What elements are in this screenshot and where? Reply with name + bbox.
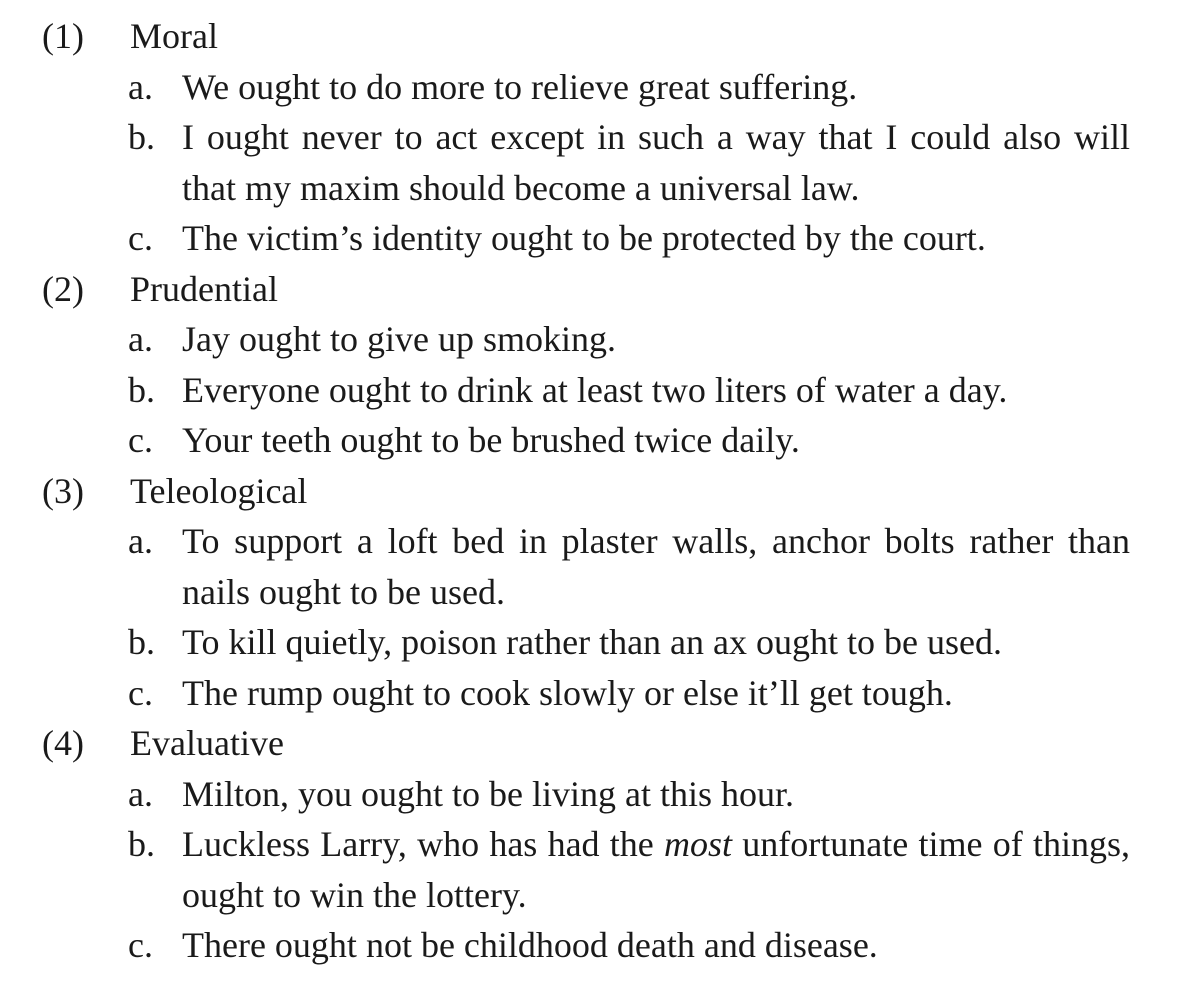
item-letter: a.	[128, 773, 153, 814]
category-heading-teleological	[0, 466, 1182, 517]
list-item	[0, 516, 1182, 617]
category-heading-moral	[0, 11, 1182, 62]
list-item	[0, 819, 1182, 920]
list-item	[0, 769, 1182, 820]
item-text: The rump ought to cook slowly or else it’ll get tough.	[182, 672, 953, 713]
item-text: There ought not be childhood death and disease.	[182, 925, 878, 965]
item-text: To support a loft bed in plaster walls, anchor bolts rather than nails ought to be used.	[182, 521, 1130, 612]
category-number: (2)	[42, 268, 84, 309]
list-item	[0, 112, 1182, 213]
category-name: Evaluative	[130, 723, 284, 763]
item-letter: c.	[128, 420, 153, 460]
item-text: Milton, you ought to be living at this hour.	[182, 773, 794, 814]
item-letter: c.	[128, 672, 153, 713]
category-number: (3)	[42, 470, 84, 511]
list-item	[0, 415, 1182, 466]
category-heading-prudential	[0, 264, 1182, 315]
list-item	[0, 920, 1182, 971]
item-letter: a.	[128, 319, 153, 359]
item-text: Your teeth ought to be brushed twice daily.	[182, 420, 800, 460]
item-text: Everyone ought to drink at least two liters of water a day.	[182, 369, 1008, 410]
item-letter: b.	[128, 622, 155, 662]
list-item	[0, 314, 1182, 365]
item-letter: a.	[128, 521, 153, 561]
category-number: (4)	[42, 723, 84, 763]
item-letter: c.	[128, 218, 153, 258]
category-number: (1)	[42, 16, 84, 56]
list-item	[0, 213, 1182, 264]
list-item	[0, 62, 1182, 113]
category-name: Moral	[130, 16, 218, 56]
list-item	[0, 365, 1182, 416]
item-letter: b.	[128, 369, 155, 410]
list-item	[0, 617, 1182, 668]
list-item	[0, 668, 1182, 719]
item-text: To kill quietly, poison rather than an ax ought to be used.	[182, 622, 1002, 662]
emphasized-word: most	[664, 824, 733, 864]
item-text-before-emphasis: Luckless Larry, who has had the	[182, 824, 665, 864]
category-heading-evaluative	[0, 718, 1182, 769]
item-letter: b.	[128, 824, 155, 864]
category-name: Teleological	[130, 470, 308, 511]
item-text	[182, 819, 1130, 920]
item-text: Jay ought to give up smoking.	[182, 319, 616, 359]
item-text-after-emphasis: unfortunate time of things, ought to win the lottery.	[182, 824, 1130, 915]
example-list	[0, 11, 1182, 971]
item-letter: c.	[128, 925, 153, 965]
category-name: Prudential	[130, 268, 278, 309]
item-text: We ought to do more to relieve great suffering.	[182, 66, 858, 107]
item-letter: b.	[128, 117, 155, 157]
item-text: The victim’s identity ought to be protected by the court.	[182, 218, 986, 258]
item-text: I ought never to act except in such a way that I could also will that my maxim should become a universal law.	[182, 117, 1130, 208]
item-letter: a.	[128, 66, 153, 107]
